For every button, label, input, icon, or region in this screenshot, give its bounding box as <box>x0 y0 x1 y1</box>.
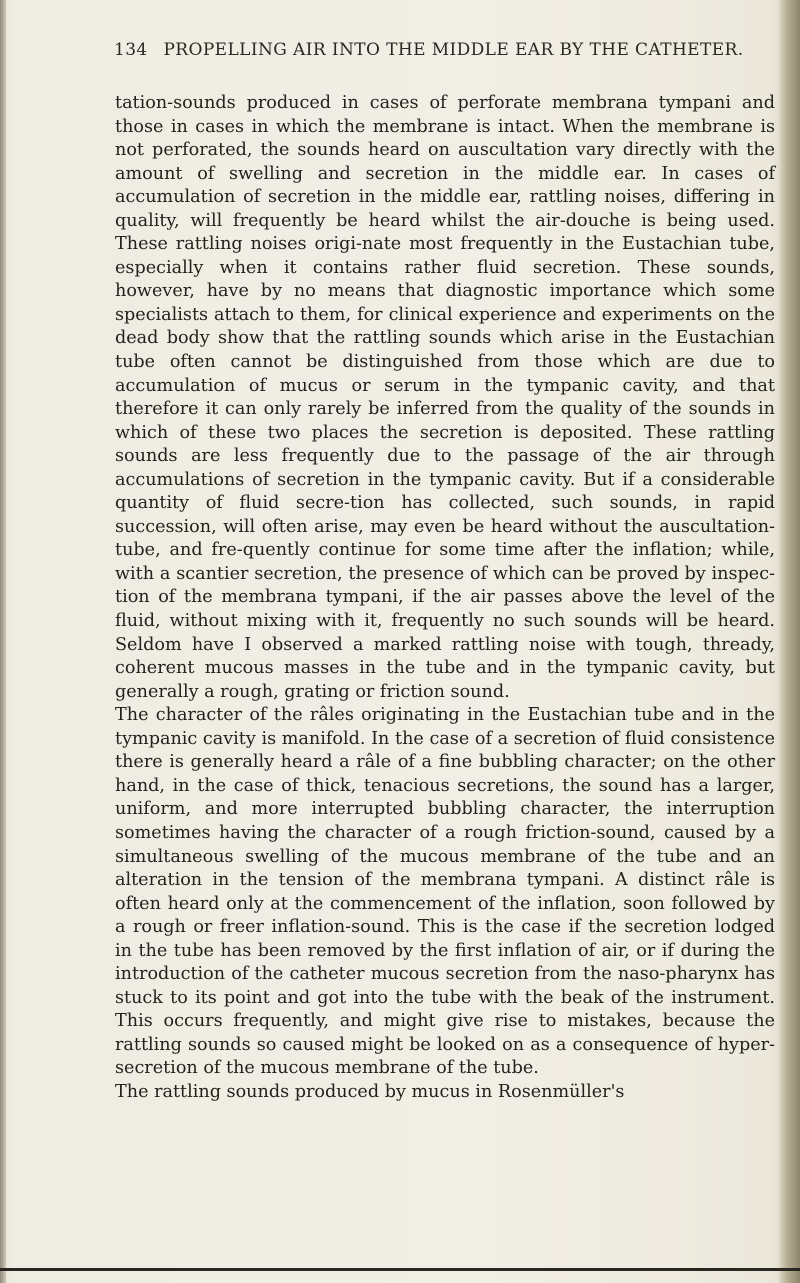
paragraph-1: tation-sounds produced in cases of perforate membrana tympani and those in cases in which the membrane is intact. When the membrane is not perforated, the sounds heard on auscultation vary directly with the amount of swelling and secretion in the middle ear. In cases of accumulation of secretion in the middle ear, rattling noises, differing in quality, will frequently be heard whilst the air-douche is being used. These rattling noises origi-nate most frequently in the Eustachian tube, especially when it contains rather fluid secretion. These sounds, however, have by no means that diagnostic importance which some specialists attach to them, for clinical experience and experiments on the dead body show that the rattling sounds which arise in the Eustachian tube often cannot be distinguished from those which are due to accumulation of mucus or serum in the tympanic cavity, and that therefore it can only rarely be inferred from the quality of the sounds in which of these two places the secretion is deposited. These rattling sounds are less frequently due to the passage of the air through accumulations of secretion in the tympanic cavity. But if a considerable quantity of fluid secre-tion has collected, such sounds, in rapid succession, will often arise, may even be heard without the auscultation-tube, and fre-quently continue for some time after the inflation; while, with a scantier secretion, the presence of which can be proved by inspec-tion of the membrana tympani, if the air passes above the level of the fluid, without mixing with it, frequently no such sounds will be heard. Seldom have I observed a marked rattling noise with tough, thready, coherent mucous masses in the tube and in the tympanic cavity, but generally a rough, grating or friction sound. <box>115 93 775 702</box>
body-text <box>115 92 775 1105</box>
running-title: PROPELLING AIR INTO THE MIDDLE EAR BY THE CATHETER. <box>163 40 744 60</box>
bottom-rule <box>0 1268 800 1271</box>
running-head <box>114 40 794 60</box>
page-edge-shadow <box>778 0 800 1283</box>
page-gutter-shadow <box>0 0 6 1283</box>
paragraph-3: The rattling sounds produced by mucus in Rosenmüller's <box>115 1081 625 1102</box>
paragraph-2: The character of the râles originating in the Eustachian tube and in the tympanic cavity is manifold. In the case of a secretion of fluid consistence there is generally heard a râle of a fine bubbling character; on the other hand, in the case of thick, tenacious secretions, the sound has a larger, uniform, and more interrupted bubbling character, the interruption sometimes having the character of a rough friction-sound, caused by a simultaneous swelling of the mucous membrane of the tube and an alteration in the tension of the membrana tympani. A distinct râle is often heard only at the commencement of the inflation, soon followed by a rough or freer inflation-sound. This is the case if the secretion lodged in the tube has been removed by the first inflation of air, or if during the introduction of the catheter mucous secretion from the naso-pharynx has stuck to its point and got into the tube with the beak of the instrument. This occurs frequently, and might give rise to mistakes, because the rattling sounds so caused might be looked on as a consequence of hyper-secretion of the mucous membrane of the tube. <box>115 705 775 1079</box>
page-number: 134 <box>114 40 148 60</box>
